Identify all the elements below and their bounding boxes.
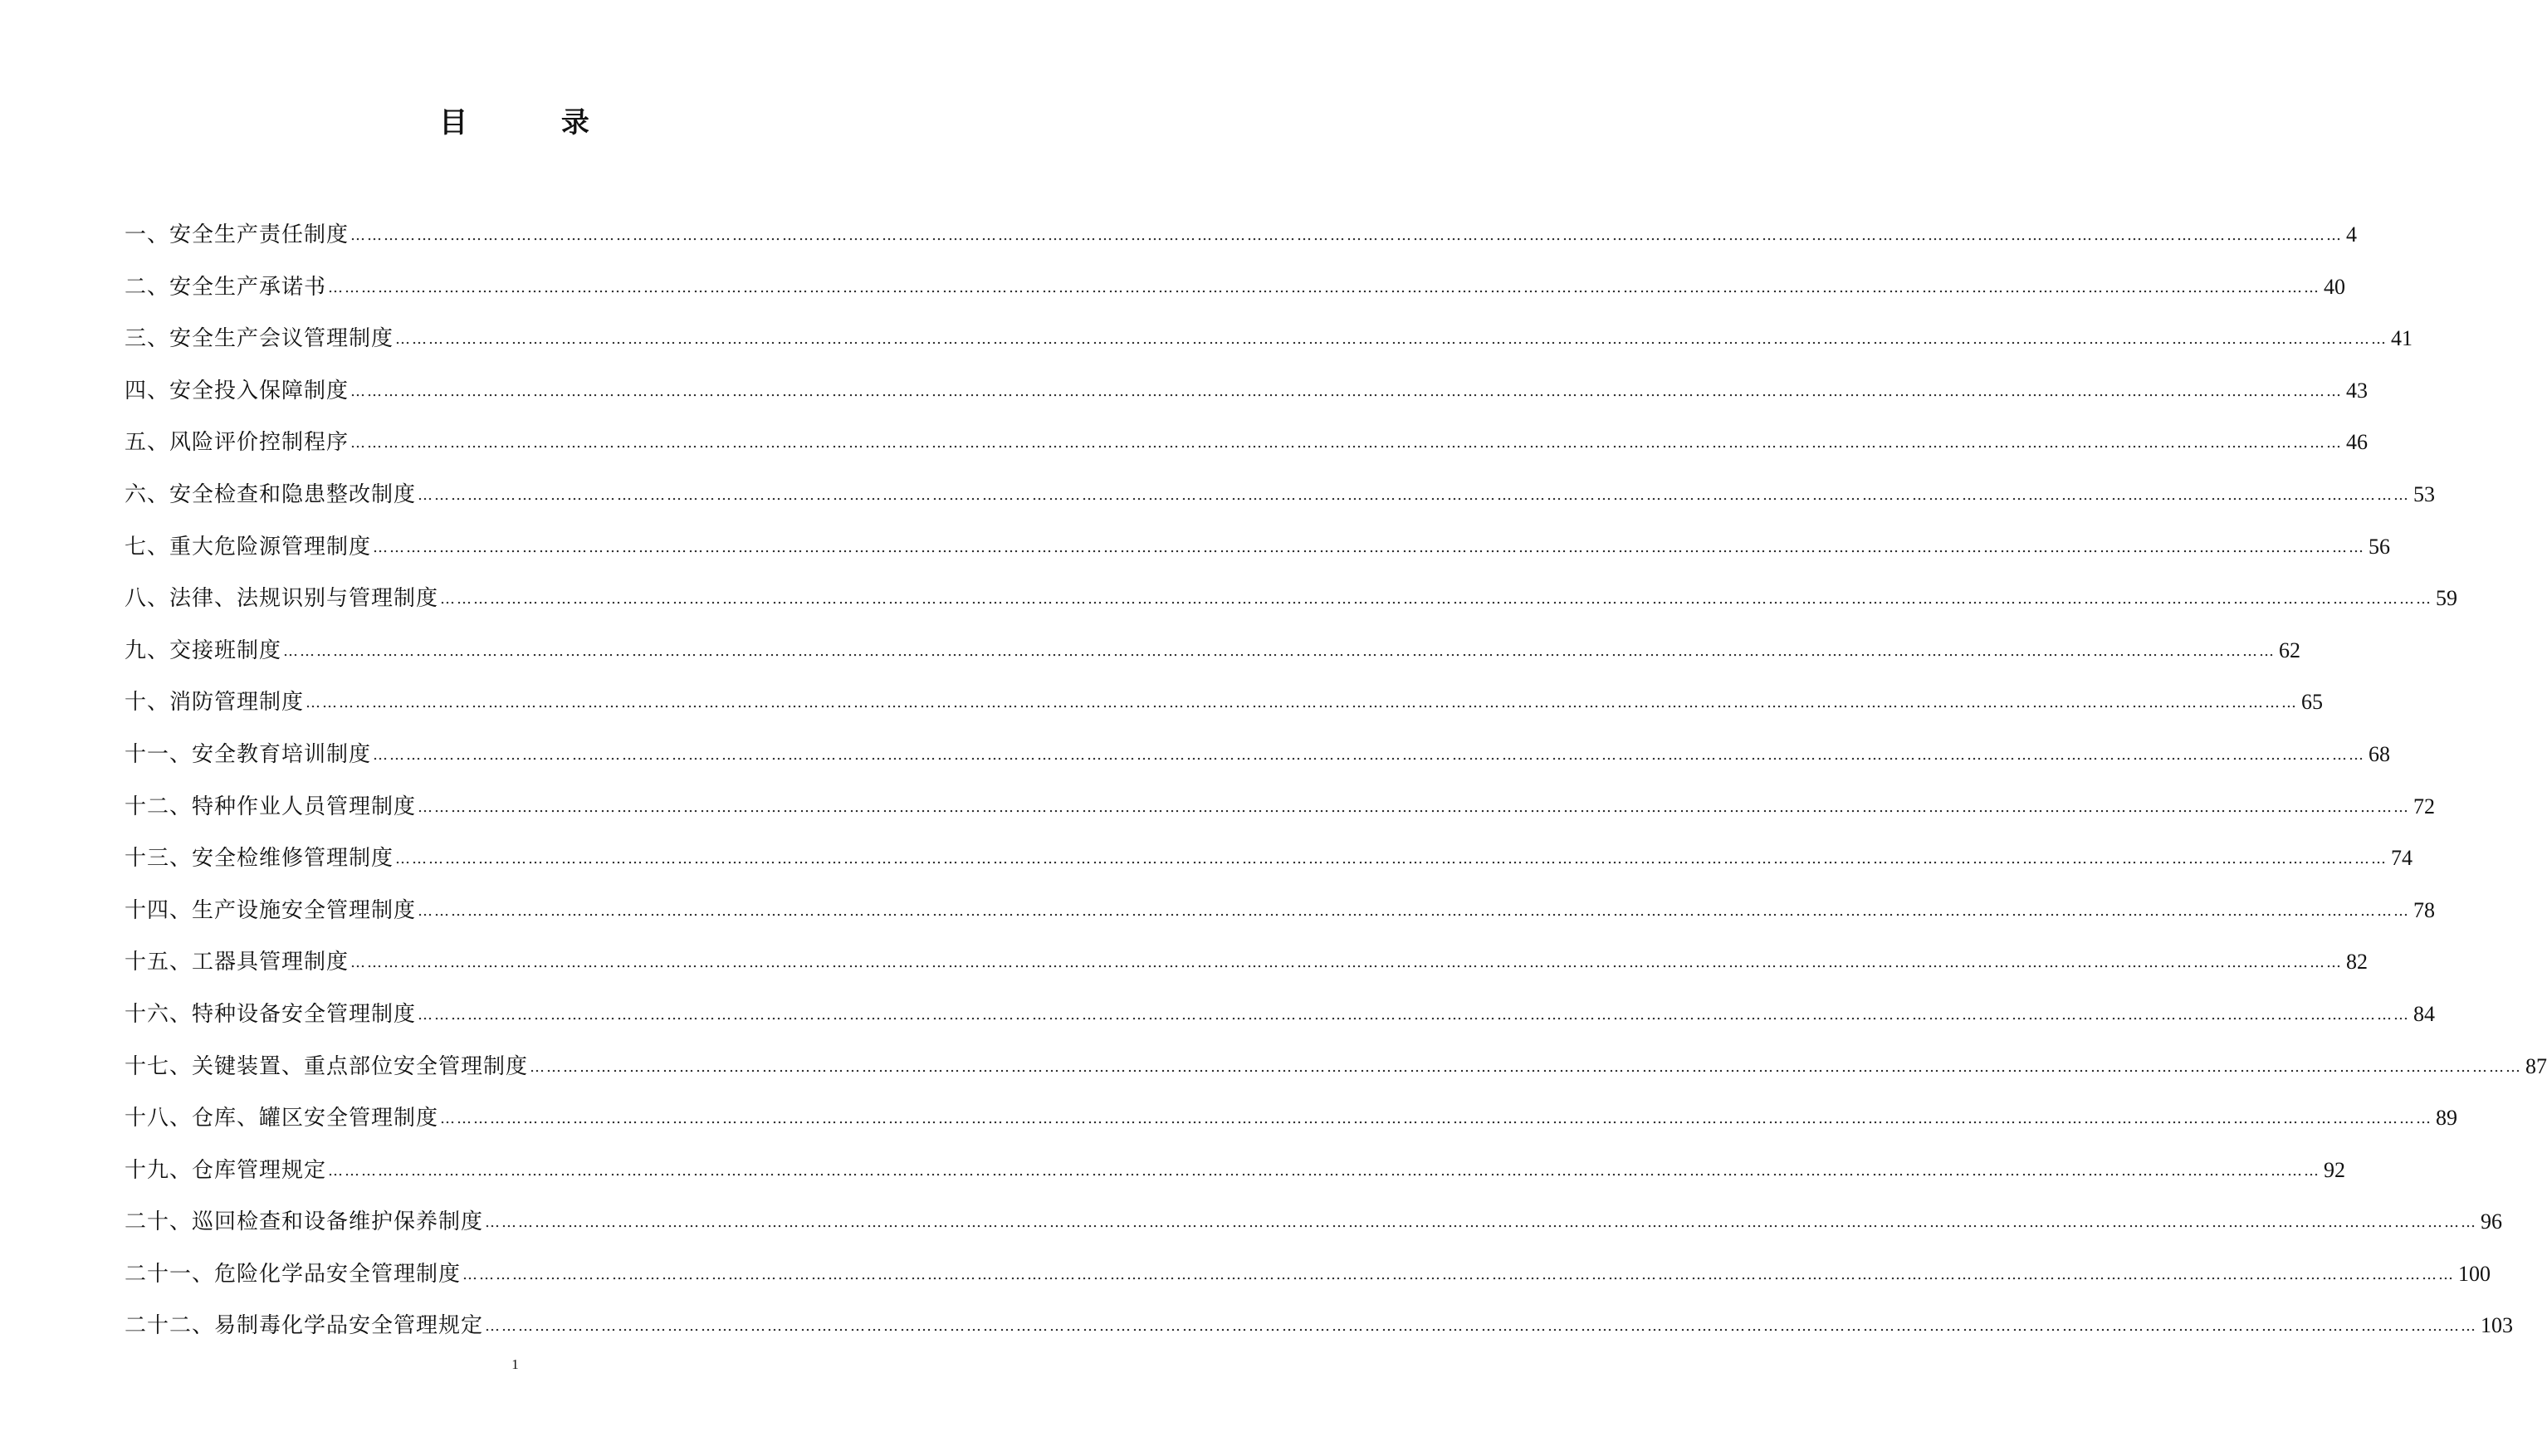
toc-dot-leader: ……………………………………………………………………………………………………………………………………………………………………………………………………………………………………………………………………………………………………………………………… [530,1058,2523,1076]
toc-entry-page: 92 [2324,1157,2346,1182]
toc-entry-page: 56 [2369,534,2391,559]
toc-entry-page: 103 [2481,1313,2514,1338]
toc-entry[interactable] [125,370,2369,423]
toc-entry-page: 46 [2346,430,2369,455]
toc-dot-leader: ……………………………………………………………………………………………………………………………………………………………………………………………………………………………………………………………………………………………………………………………… [306,694,2299,712]
toc-entry-label: 十四、生产设施安全管理制度 [125,897,417,923]
toc-dot-leader: ……………………………………………………………………………………………………………………………………………………………………………………………………………………………………………………………………………………………………………………………… [440,1110,2433,1128]
toc-entry-label: 十三、安全检维修管理制度 [125,846,394,872]
page-title: 目 录 [439,106,591,139]
toc-entry-page: 59 [2436,586,2458,611]
toc-entry[interactable] [125,214,2358,266]
toc-entry-label: 三、安全生产会议管理制度 [125,326,394,352]
toc-dot-leader: ……………………………………………………………………………………………………………………………………………………………………………………………………………………………………………………………………………………………………………………………… [395,850,2388,868]
toc-dot-leader: ……………………………………………………………………………………………………………………………………………………………………………………………………………………………………………………………………………………………………………………………… [328,1161,2321,1180]
toc-entry[interactable] [125,578,2458,630]
toc-entry[interactable] [125,318,2413,370]
toc-dot-leader: ……………………………………………………………………………………………………………………………………………………………………………………………………………………………………………………………………………………………………………………………… [462,1265,2456,1283]
toc-entry[interactable] [125,1046,2547,1098]
toc-dot-leader: ……………………………………………………………………………………………………………………………………………………………………………………………………………………………………………………………………………………………………………………………… [418,901,2411,920]
toc-entry-label: 十二、特种作业人员管理制度 [125,794,417,819]
toc-entry-page: 96 [2481,1209,2503,1234]
toc-dot-leader: ……………………………………………………………………………………………………………………………………………………………………………………………………………………………………………………………………………………………………………………………… [373,538,2366,556]
toc-entry[interactable] [125,1150,2346,1202]
toc-entry[interactable] [125,1253,2491,1306]
toc-dot-leader: ……………………………………………………………………………………………………………………………………………………………………………………………………………………………………………………………………………………………………………………………… [418,486,2411,504]
toc-entry[interactable] [125,994,2436,1046]
toc-entry-page: 89 [2436,1106,2458,1131]
toc-entry[interactable] [125,838,2413,890]
toc-entry[interactable] [125,734,2391,786]
toc-dot-leader: ……………………………………………………………………………………………………………………………………………………………………………………………………………………………………………………………………………………………………………………………… [418,1005,2411,1024]
toc-entry-label: 八、法律、法规识别与管理制度 [125,586,439,612]
toc-entry-page: 74 [2391,846,2413,871]
toc-dot-leader: ……………………………………………………………………………………………………………………………………………………………………………………………………………………………………………………………………………………………………………………………… [350,382,2344,400]
toc-entry[interactable] [125,941,2369,994]
toc-entry-label: 十七、关键装置、重点部位安全管理制度 [125,1053,529,1079]
toc-entry[interactable] [125,630,2301,682]
toc-entry-page: 82 [2346,950,2369,975]
toc-entry-page: 65 [2301,690,2324,715]
toc-entry-label: 五、风险评价控制程序 [125,430,350,456]
toc-entry-page: 78 [2413,897,2436,922]
toc-entry-label: 十八、仓库、罐区安全管理制度 [125,1106,439,1131]
toc-entry-page: 68 [2369,741,2391,766]
toc-entry-label: 二十二、易制毒化学品安全管理规定 [125,1313,484,1339]
toc-entry-page: 72 [2413,794,2436,818]
toc-entry-label: 二、安全生产承诺书 [125,274,327,300]
toc-entry-label: 九、交接班制度 [125,638,282,663]
page-number: 1 [511,1356,519,1372]
toc-entry-page: 40 [2324,274,2346,299]
toc-dot-leader: ……………………………………………………………………………………………………………………………………………………………………………………………………………………………………………………………………………………………………………………………… [350,954,2344,972]
toc-entry[interactable] [125,786,2436,838]
toc-entry-label: 七、重大危险源管理制度 [125,534,372,559]
toc-entry[interactable] [125,422,2369,474]
toc-entry-page: 41 [2391,326,2413,351]
toc-entry-page: 53 [2413,481,2436,506]
toc-entry[interactable] [125,526,2391,579]
toc-entry-label: 十六、特种设备安全管理制度 [125,1001,417,1027]
toc-dot-leader: ……………………………………………………………………………………………………………………………………………………………………………………………………………………………………………………………………………………………………………………………… [485,1317,2478,1336]
toc-entry-label: 十五、工器具管理制度 [125,950,350,975]
toc-dot-leader: ……………………………………………………………………………………………………………………………………………………………………………………………………………………………………………………………………………………………………………………………… [373,745,2366,764]
toc-entry-label: 一、安全生产责任制度 [125,222,350,247]
toc-entry[interactable] [125,1201,2503,1253]
toc-entry-label: 六、安全检查和隐患整改制度 [125,481,417,507]
toc-dot-leader: ……………………………………………………………………………………………………………………………………………………………………………………………………………………………………………………………………………………………………………………………… [395,330,2388,349]
toc-dot-leader: ……………………………………………………………………………………………………………………………………………………………………………………………………………………………………………………………………………………………………………………………… [440,590,2433,608]
toc-entry[interactable] [125,890,2436,942]
toc-entry-label: 二十一、危险化学品安全管理制度 [125,1261,462,1287]
toc-entry-page: 4 [2346,222,2358,247]
toc-dot-leader: ……………………………………………………………………………………………………………………………………………………………………………………………………………………………………………………………………………………………………………………………… [350,434,2344,452]
toc-entry-page: 87 [2525,1053,2547,1078]
toc-entry-label: 十、消防管理制度 [125,690,305,716]
toc-entry-label: 二十、巡回检查和设备维护保养制度 [125,1209,484,1235]
toc-entry[interactable] [125,474,2436,526]
toc-entry-page: 43 [2346,378,2369,403]
toc-entry[interactable] [125,1097,2458,1150]
toc-dot-leader: ……………………………………………………………………………………………………………………………………………………………………………………………………………………………………………………………………………………………………………………………… [328,278,2321,296]
table-of-contents [125,214,2547,1357]
toc-entry-label: 四、安全投入保障制度 [125,378,350,403]
toc-entry-page: 100 [2458,1261,2491,1286]
toc-dot-leader: ……………………………………………………………………………………………………………………………………………………………………………………………………………………………………………………………………………………………………………………………… [350,227,2344,244]
toc-entry-label: 十九、仓库管理规定 [125,1157,327,1183]
toc-entry[interactable] [125,266,2346,319]
toc-dot-leader: ……………………………………………………………………………………………………………………………………………………………………………………………………………………………………………………………………………………………………………………………… [283,642,2276,660]
toc-dot-leader: ……………………………………………………………………………………………………………………………………………………………………………………………………………………………………………………………………………………………………………………………… [418,798,2411,816]
toc-entry-label: 十一、安全教育培训制度 [125,741,372,767]
toc-entry[interactable] [125,1305,2514,1357]
toc-entry[interactable] [125,682,2324,734]
toc-dot-leader: ……………………………………………………………………………………………………………………………………………………………………………………………………………………………………………………………………………………………………………………………… [485,1214,2478,1232]
toc-entry-page: 84 [2413,1001,2436,1026]
toc-entry-page: 62 [2279,638,2301,662]
